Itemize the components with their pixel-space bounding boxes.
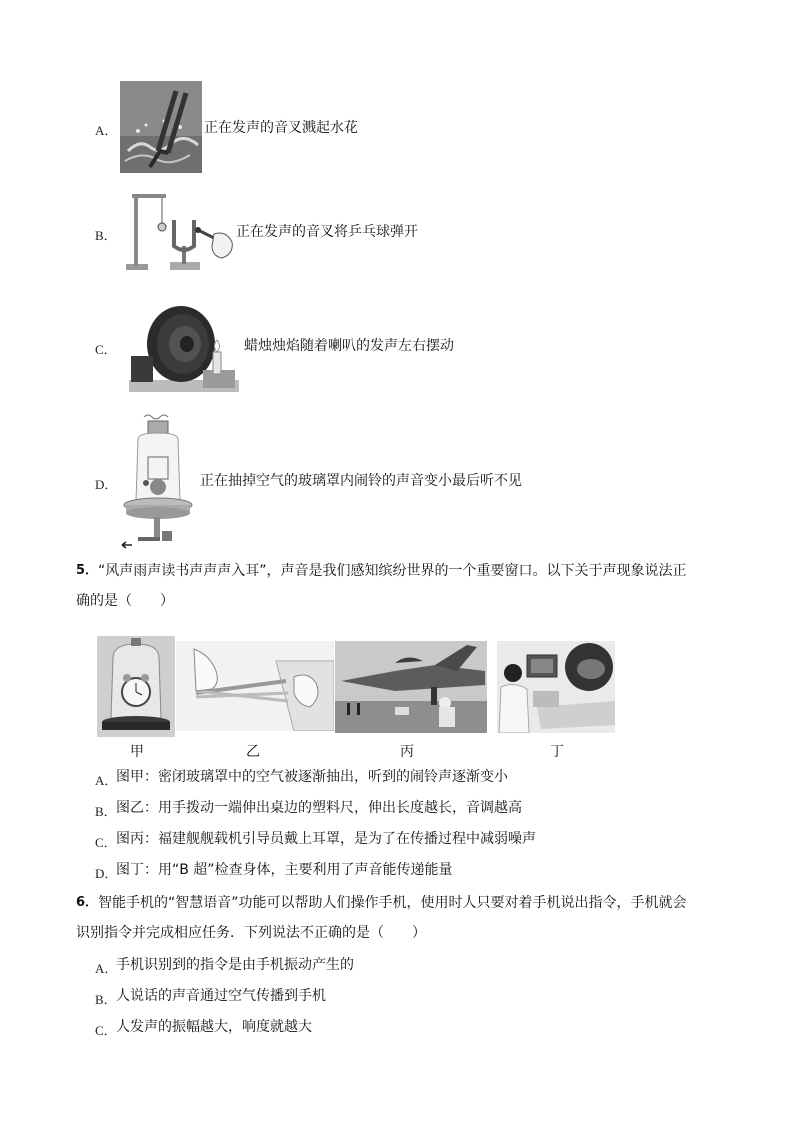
option-text: 图丁：用“B 超”检查身体，主要利用了声音能传递能量 bbox=[116, 862, 453, 878]
figure-ding-ultrasound-photo bbox=[497, 641, 615, 733]
option-text: 图丙：福建舰舰载机引导员戴上耳罩，是为了在传播过程中减弱噪声 bbox=[116, 831, 536, 847]
question-number: 6． bbox=[76, 895, 99, 910]
option-letter: A． bbox=[95, 961, 118, 976]
option-letter: D． bbox=[95, 866, 118, 881]
option-text: 蜡烛烛焰随着喇叭的发声左右摆动 bbox=[244, 338, 454, 354]
tuning-fork-splash-photo bbox=[120, 81, 202, 173]
option-text: 正在发声的音叉溅起水花 bbox=[204, 120, 358, 136]
question-number: 5． bbox=[76, 563, 99, 578]
option-letter: B． bbox=[95, 804, 117, 819]
option-text: 正在抽掉空气的玻璃罩内闹铃的声音变小最后听不见 bbox=[200, 473, 522, 489]
figure-caption-bing: 丙 bbox=[400, 744, 414, 760]
option-letter: A． bbox=[95, 773, 118, 788]
option-text: 图乙：用手拨动一端伸出桌边的塑料尺，伸出长度越长，音调越高 bbox=[116, 800, 522, 816]
bell-jar-pump-drawing bbox=[118, 405, 200, 553]
question-stem-line1: “风声雨声读书声声声入耳”，声音是我们感知缤纷世界的一个重要窗口。以下关于声现象说法正 bbox=[98, 563, 687, 579]
option-text: 人说话的声音通过空气传播到手机 bbox=[116, 988, 326, 1004]
figure-caption-jia: 甲 bbox=[130, 744, 144, 760]
figure-caption-yi: 乙 bbox=[246, 744, 260, 760]
option-letter: B． bbox=[95, 992, 117, 1007]
tuning-fork-pingpong-drawing bbox=[118, 190, 238, 275]
option-text: 图甲：密闭玻璃罩中的空气被逐渐抽出，听到的闹铃声逐渐变小 bbox=[116, 769, 508, 785]
option-letter: C． bbox=[95, 342, 117, 357]
option-letter: A． bbox=[95, 123, 118, 138]
question-stem-line2: 确的是（ ） bbox=[76, 593, 174, 609]
option-letter: C． bbox=[95, 835, 117, 850]
figure-yi-ruler-drawing bbox=[176, 641, 334, 731]
figure-bing-jet-photo bbox=[335, 641, 487, 733]
figure-caption-ding: 丁 bbox=[550, 744, 564, 760]
speaker-candle-photo bbox=[123, 300, 243, 396]
question-stem-line1: 智能手机的“智慧语音”功能可以帮助人们操作手机，使用时人只要对着手机说出指令，手机就会 bbox=[98, 895, 687, 911]
figure-jia-bell-jar-photo bbox=[97, 636, 175, 737]
option-letter: B． bbox=[95, 228, 117, 243]
option-letter: C． bbox=[95, 1023, 117, 1038]
option-text: 正在发声的音叉将乒乓球弹开 bbox=[236, 224, 418, 240]
question-stem-line2: 识别指令并完成相应任务．下列说法不正确的是（ ） bbox=[76, 925, 426, 941]
option-text: 手机识别到的指令是由手机振动产生的 bbox=[116, 957, 354, 973]
option-letter: D． bbox=[95, 477, 118, 492]
option-text: 人发声的振幅越大，响度就越大 bbox=[116, 1019, 312, 1035]
